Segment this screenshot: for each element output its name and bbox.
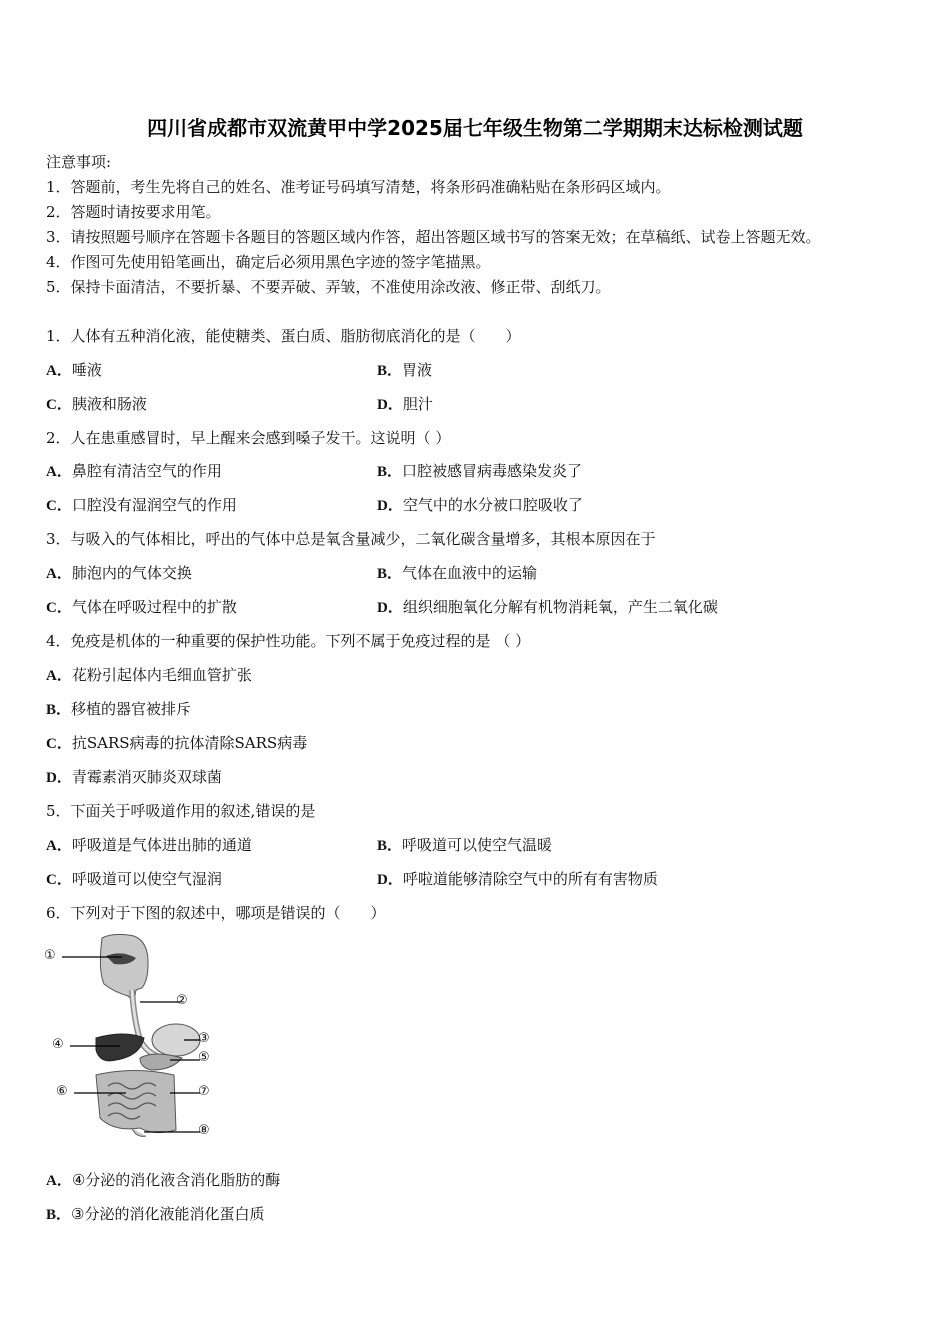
- option-b: [377, 563, 537, 584]
- question-stem: 2．人在患重感冒时，早上醒来会感到嗓子发干。这说明（ ）: [46, 429, 451, 447]
- option-d: [46, 767, 222, 788]
- option-c: [46, 394, 147, 415]
- label-4: ④: [52, 1037, 64, 1052]
- option-text: 呼吸道是气体进出肺的通道: [71, 836, 252, 854]
- digestive-system-illustration: [44, 930, 224, 1140]
- option-c: [46, 733, 307, 754]
- option-letter: A．: [46, 464, 72, 480]
- option-letter: A．: [46, 838, 72, 854]
- option-text: 空气中的水分被口腔吸收了: [402, 496, 583, 514]
- question-stem: 3．与吸入的气体相比，呼出的气体中总是氧含量减少，二氧化碳含量增多，其根本原因在于: [46, 530, 656, 548]
- option-text: 胰液和肠液: [71, 395, 147, 413]
- option-c: [46, 495, 237, 516]
- option-text: 胃液: [402, 361, 433, 379]
- option-d: [377, 495, 583, 516]
- option-text: ③分泌的消化液能消化蛋白质: [71, 1205, 265, 1223]
- notice-item: 2．答题时请按要求用笔。: [46, 203, 221, 221]
- label-8: ⑧: [198, 1123, 210, 1138]
- option-letter: B．: [377, 838, 403, 854]
- notice-item: 3．请按照题号顺序在答题卡各题目的答题区域内作答，超出答题区域书写的答案无效；在草稿纸、试卷上答题无效。: [46, 228, 821, 246]
- option-a: [46, 665, 252, 686]
- label-1: ①: [44, 948, 56, 963]
- option-d: [377, 597, 718, 618]
- option-letter: D．: [377, 498, 403, 514]
- option-text: 口腔没有湿润空气的作用: [71, 496, 237, 514]
- notice-item: 1．答题前，考生先将自己的姓名、准考证号码填写清楚，将条形码准确粘贴在条形码区域内。: [46, 178, 671, 196]
- label-3: ③: [198, 1031, 210, 1046]
- option-b: [377, 461, 582, 482]
- option-b: [46, 699, 191, 720]
- option-d: [377, 869, 658, 890]
- option-letter: A．: [46, 363, 72, 379]
- option-text: 抗SARS病毒的抗体清除SARS病毒: [71, 734, 308, 752]
- option-text: 呼吸道可以使空气温暖: [402, 836, 553, 854]
- option-text: 气体在血液中的运输: [402, 564, 538, 582]
- option-letter: A．: [46, 668, 72, 684]
- option-text: 气体在呼吸过程中的扩散: [71, 598, 237, 616]
- option-a: [46, 563, 192, 584]
- option-letter: D．: [377, 872, 403, 888]
- label-6: ⑥: [56, 1084, 68, 1099]
- option-a: [46, 1170, 280, 1191]
- option-letter: B．: [46, 702, 72, 718]
- option-text: 组织细胞氧化分解有机物消耗氧，产生二氧化碳: [402, 598, 718, 616]
- option-letter: C．: [46, 600, 72, 616]
- option-letter: B．: [46, 1207, 72, 1223]
- option-letter: D．: [377, 600, 403, 616]
- option-b: [377, 360, 432, 381]
- question-stem: 4．免疫是机体的一种重要的保护性功能。下列不属于免疫过程的是 （ ）: [46, 632, 531, 650]
- option-text: 鼻腔有清洁空气的作用: [71, 462, 222, 480]
- option-b: [377, 835, 552, 856]
- option-letter: B．: [377, 363, 403, 379]
- option-text: 胆汁: [402, 395, 433, 413]
- option-text: 肺泡内的气体交换: [71, 564, 192, 582]
- question-stem: 1．人体有五种消化液，能使糖类、蛋白质、脂肪彻底消化的是（ ）: [46, 327, 521, 345]
- option-letter: D．: [377, 397, 403, 413]
- option-letter: C．: [46, 498, 72, 514]
- option-letter: C．: [46, 736, 72, 752]
- option-b: [46, 1204, 264, 1225]
- notice-item: 4．作图可先使用铅笔画出，确定后必须用黑色字迹的签字笔描黑。: [46, 253, 491, 271]
- option-text: 花粉引起体内毛细血管扩张: [71, 666, 252, 684]
- option-text: 呼吸道可以使空气湿润: [71, 870, 222, 888]
- option-text: ④分泌的消化液含消化脂肪的酶: [71, 1171, 281, 1189]
- option-text: 呼啦道能够清除空气中的所有有害物质: [402, 870, 658, 888]
- option-text: 唾液: [71, 361, 102, 379]
- option-letter: C．: [46, 397, 72, 413]
- label-5: ⑤: [198, 1050, 210, 1065]
- option-text: 移植的器官被排斥: [71, 700, 192, 718]
- question-stem: 6．下列对于下图的叙述中，哪项是错误的（ ）: [46, 904, 386, 922]
- option-c: [46, 869, 222, 890]
- digestive-system-diagram: [44, 930, 224, 1140]
- option-d: [377, 394, 433, 415]
- page-title: 四川省成都市双流黄甲中学2025届七年级生物第二学期期末达标检测试题: [147, 116, 803, 140]
- label-7: ⑦: [198, 1084, 210, 1099]
- option-letter: D．: [46, 770, 72, 786]
- option-text: 口腔被感冒病毒感染发炎了: [402, 462, 583, 480]
- label-2: ②: [176, 993, 188, 1008]
- option-a: [46, 835, 252, 856]
- option-letter: B．: [377, 566, 403, 582]
- option-a: [46, 461, 222, 482]
- option-letter: B．: [377, 464, 403, 480]
- option-letter: A．: [46, 1173, 72, 1189]
- question-stem: 5．下面关于呼吸道作用的叙述,错误的是: [46, 802, 316, 820]
- option-a: [46, 360, 102, 381]
- option-letter: A．: [46, 566, 72, 582]
- notice-item: 5．保持卡面清洁，不要折暴、不要弄破、弄皱，不准使用涂改液、修正带、刮纸刀。: [46, 278, 611, 296]
- option-letter: C．: [46, 872, 72, 888]
- option-c: [46, 597, 237, 618]
- notice-heading: 注意事项:: [46, 153, 112, 171]
- option-text: 青霉素消灭肺炎双球菌: [71, 768, 222, 786]
